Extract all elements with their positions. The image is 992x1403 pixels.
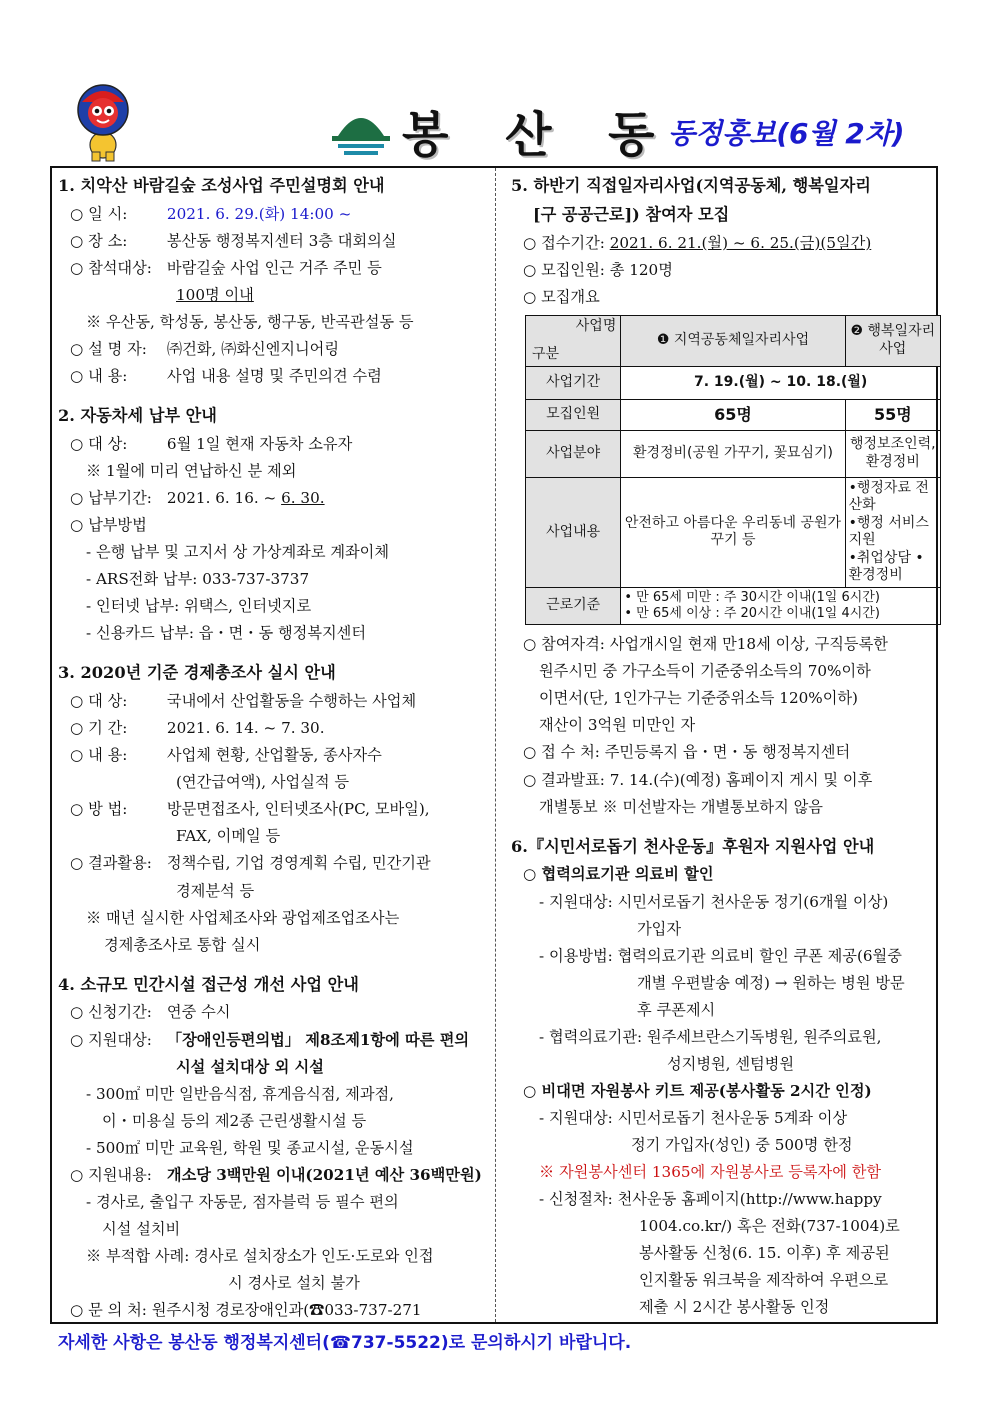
s4-contact: ○ 문 의 처: 원주시청 경로장애인과(☎033-737-271: [70, 1301, 422, 1319]
footer-contact-note: 자세한 사항은 봉산동 행정복지센터(☎737-5522)로 문의하시기 바랍니다.: [58, 1333, 632, 1353]
section-3-title: 3. 2020년 기준 경제총조사 실시 안내: [58, 663, 336, 683]
s4-note: ※ 부적합 사례: 경사로 설치장소가 인도·도로와 인접: [86, 1246, 434, 1265]
table-row: 근로기준 • 만 65세 미만 : 주 30시간 이내(1일 6시간) • 만 65세 이상 : 주 20시간 이내(1일 4시간): [526, 587, 941, 625]
s4-content-1b: 시설 설치비: [102, 1219, 181, 1238]
s1-speaker: ○ 설 명 자: ㈜건화, ㈜화신엔지니어링: [70, 340, 339, 359]
section-2-title: 2. 자동차세 납부 안내: [58, 406, 217, 426]
table-header-row: [526, 315, 941, 366]
table-col-2: ❷ 행복일자리사업: [845, 315, 940, 366]
s5-result-2: 개별통보 ※ 미선발자는 개별통보하지 않음: [539, 797, 823, 816]
s1-note: ※ 우산동, 학성동, 봉산동, 행구동, 반곡관설동 등: [86, 313, 414, 332]
s6-a1b: 가입자: [637, 919, 682, 938]
s3-note-2: 경제총조사로 통합 실시: [104, 935, 261, 954]
s4-type-2: - 500㎡ 미만 교육원, 학원 및 종교시설, 운동시설: [86, 1138, 414, 1157]
s1-content: ○ 내 용: 사업 내용 설명 및 주민의견 수렴: [70, 367, 382, 386]
s5-qualification-2: 원주시민 중 가구소득이 기준중위소득의 70%이하: [539, 662, 871, 681]
table-col-1: ❶ 지역공동체일자리사업: [621, 315, 845, 366]
section-1-title: 1. 치악산 바람길숲 조성사업 주민설명회 안내: [58, 176, 385, 195]
s6-heading-1: ○ 협력의료기관 의료비 할인: [523, 865, 714, 884]
s6-a2: - 이용방법: 협력의료기관 의료비 할인 쿠폰 제공(6월중: [539, 946, 902, 965]
s6-b2e: 제출 시 2시간 봉사활동 인정: [639, 1298, 830, 1317]
page-subtitle: 동정홍보(6월 2차): [668, 117, 905, 150]
section-5-title-2: [구 공공근로]) 참여자 모집: [533, 204, 730, 224]
s6-a1: - 지원대상: 시민서로돕기 천사운동 정기(6개월 이상): [539, 892, 889, 911]
s3-method: ○ 방 법: 방문면접조사, 인터넷조사(PC, 모바일),: [70, 800, 430, 819]
s2-method-4: - 신용카드 납부: 읍・면・동 행정복지센터: [86, 624, 367, 643]
s2-period: ○ 납부기간: 2021. 6. 16. ~ 6. 30.: [70, 489, 325, 508]
table-row: 모집인원 65명 55명: [526, 399, 941, 430]
title-group: [330, 96, 675, 165]
left-column: [58, 172, 490, 1324]
s3-method-2: FAX, 이메일 등: [176, 827, 281, 846]
s3-use-2: 경제분석 등: [176, 881, 255, 900]
s3-content: ○ 내 용: 사업체 현황, 산업활동, 종사자수: [70, 746, 382, 765]
s4-target-2: 시설 설치대상 외 시설: [176, 1057, 324, 1076]
s2-method-2: - ARS전화 납부: 033-737-3737: [86, 570, 310, 589]
s5-place: ○ 접 수 처: 주민등록지 읍・면・동 행정복지센터: [523, 743, 851, 762]
s2-method: ○ 납부방법: [70, 516, 147, 535]
s2-target: ○ 대 상: 6월 1일 현재 자동차 소유자: [70, 434, 353, 453]
s5-period: ○ 접수기간: 2021. 6. 21.(월) ~ 6. 25.(금)(5일간): [523, 233, 872, 252]
s6-a2c: 후 쿠폰제시: [637, 1000, 716, 1019]
section-5-title: 5. 하반기 직접일자리사업(지역공동체, 행복일자리: [511, 176, 871, 195]
s1-target: ○ 참석대상: 바람길숲 사업 인근 거주 주민 등: [70, 258, 382, 277]
s4-period: ○ 신청기간: 연중 수시: [70, 1003, 231, 1022]
header: [0, 0, 992, 165]
s6-b2b: 1004.co.kr/) 혹은 전화(737-1004)로: [639, 1217, 900, 1236]
s6-b2: - 신청절차: 천사운동 홈페이지(http://www.happy: [539, 1190, 882, 1209]
s3-note: ※ 매년 실시한 사업체조사와 광업제조업조사는: [86, 908, 400, 927]
mountain-logo-icon: [330, 106, 392, 156]
s2-note: ※ 1월에 미리 연납하신 분 제외: [86, 462, 297, 481]
s1-target-2: 100명 이내: [176, 285, 254, 304]
s6-b2c: 봉사활동 신청(6. 15. 이후) 후 제공된: [639, 1244, 890, 1263]
right-column: [511, 172, 936, 1321]
column-divider: [495, 168, 496, 1322]
s3-content-2: (연간급여액), 사업실적 등: [176, 773, 350, 792]
s5-qualification-4: 재산이 3억원 미만인 자: [539, 716, 696, 735]
s4-note-2: 시 경사로 설치 불가: [228, 1273, 360, 1292]
table-row: 사업분야 환경정비(공원 가꾸기, 꽃묘심기) 행정보조인력, 환경정비: [526, 430, 941, 477]
s3-target: ○ 대 상: 국내에서 산업활동을 수행하는 사업체: [70, 692, 417, 711]
s4-type-1b: 이・미용실 등의 제2종 근린생활시설 등: [102, 1111, 367, 1130]
s3-period: ○ 기 간: 2021. 6. 14. ~ 7. 30.: [70, 719, 325, 738]
s5-qualification-3: 이면서(단, 1인가구는 기준중위소득 120%이하): [539, 689, 858, 708]
s6-a3: - 협력의료기관: 원주세브란스기독병원, 원주의료원,: [539, 1027, 882, 1046]
jobs-table: [525, 315, 941, 626]
section-4-title: 4. 소규모 민간시설 접근성 개선 사업 안내: [58, 974, 359, 994]
s6-b1b: 정기 가입자(성인) 중 500명 한정: [631, 1135, 853, 1154]
s6-a3b: 성지병원, 센텀병원: [667, 1054, 795, 1073]
s1-date: ○ 일 시: 2021. 6. 29.(화) 14:00 ~: [70, 204, 352, 223]
s6-b2d: 인지활동 워크북을 제작하여 우편으로: [639, 1271, 889, 1290]
page-title: 봉 산 동: [402, 107, 675, 163]
s6-heading-2: ○ 비대면 자원봉사 키트 제공(봉사활동 2시간 인정): [523, 1081, 872, 1100]
s5-result: ○ 결과발표: 7. 14.(수)(예정) 홈페이지 게시 및 이후: [523, 770, 873, 789]
s4-content-1: - 경사로, 출입구 자동문, 점자블럭 등 필수 편의: [86, 1192, 399, 1211]
s3-use: ○ 결과활용: 정책수립, 기업 경영계획 수립, 민간기관: [70, 854, 431, 873]
s6-a2b: 개별 우편발송 예정) → 원하는 병원 방문: [637, 973, 905, 992]
s2-method-3: - 인터넷 납부: 위택스, 인터넷지로: [86, 597, 312, 616]
s6-b-note: ※ 자원봉사센터 1365에 자원봉사로 등록자에 한함: [539, 1162, 882, 1181]
mascot-logo: [72, 82, 134, 162]
s4-content: ○ 지원내용: 개소당 3백만원 이내(2021년 예산 36백만원): [70, 1165, 482, 1184]
s4-target: ○ 지원대상: 「장애인등편의법」 제8조제1항에 따른 편의: [70, 1030, 470, 1049]
section-6-title: 6.『시민서로돕기 천사운동』후원자 지원사업 안내: [511, 836, 875, 856]
s5-overview: ○ 모집개요: [523, 287, 600, 306]
s5-qualification: ○ 참여자격: 사업개시일 현재 만18세 이상, 구직등록한: [523, 635, 888, 654]
table-row: 사업기간 7. 19.(월) ~ 10. 18.(월): [526, 366, 941, 399]
s4-type-1: - 300㎡ 미만 일반음식점, 휴게음식점, 제과점,: [86, 1084, 394, 1103]
table-row: 사업내용 안전하고 아름다운 우리동네 공원가꾸기 등 •행정자료 전산화 •행정 서비스 지원 •취업상담 •환경정비: [526, 477, 941, 587]
s6-b1: - 지원대상: 시민서로돕기 천사운동 5계좌 이상: [539, 1108, 848, 1127]
s5-num: ○ 모집인원: 총 120명: [523, 260, 673, 279]
s1-place: ○ 장 소: 봉산동 행정복지센터 3층 대회의실: [70, 231, 397, 250]
table-corner-cell: 사업명 구분: [526, 315, 621, 366]
s2-method-1: - 은행 납부 및 고지서 상 가상계좌로 계좌이체: [86, 543, 390, 562]
